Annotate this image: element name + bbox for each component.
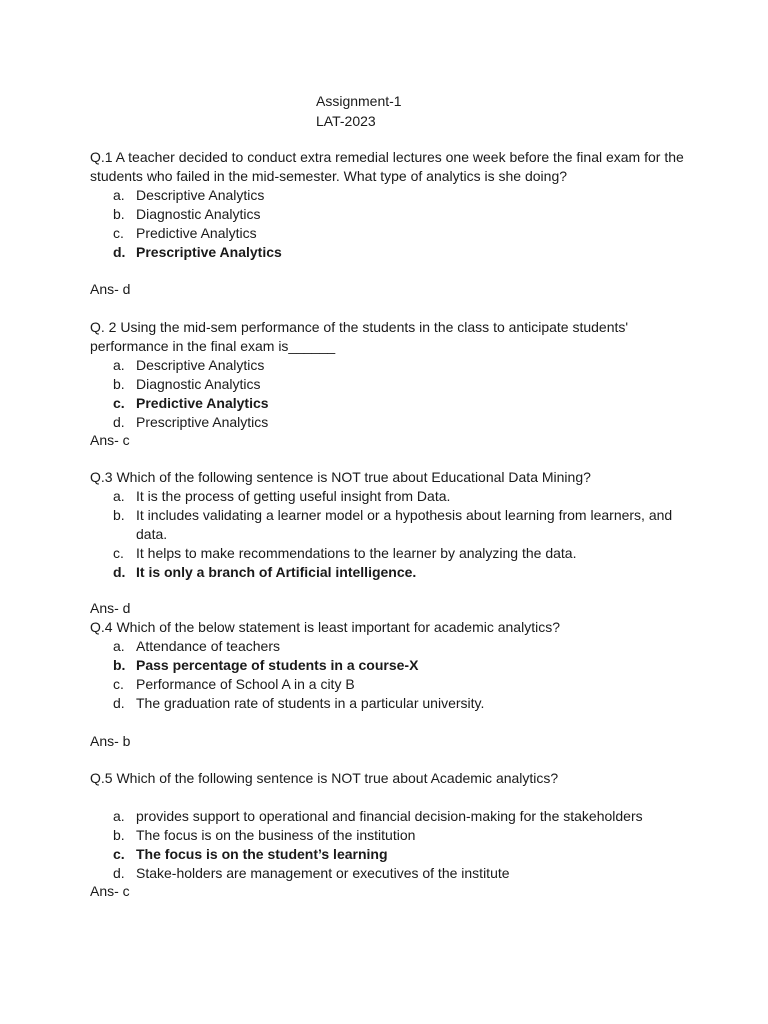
option-d-correct: d. Prescriptive Analytics xyxy=(113,244,282,260)
question-5 xyxy=(90,769,690,883)
option-a: a. Descriptive Analytics xyxy=(113,187,265,203)
option-d: d. Stake-holders are management or executives of the institute xyxy=(113,865,510,881)
option-b-correct: b. Pass percentage of students in a course-X xyxy=(113,657,419,673)
option-b: b. It includes validating a learner model or a hypothesis about learning from learners, and data. xyxy=(113,507,673,542)
answer-1: Ans- d xyxy=(90,281,131,297)
answer-2: Ans- c xyxy=(90,432,130,448)
question-4-options xyxy=(90,637,690,713)
question-4 xyxy=(90,618,690,713)
question-2 xyxy=(90,318,690,432)
option-c-correct: c. The focus is on the student’s learning xyxy=(113,846,388,862)
question-1-text: Q.1 A teacher decided to conduct extra remedial lectures one week before the final exam for the students who failed in the mid-semester. What type of analytics is she doing? xyxy=(90,149,684,184)
option-d: d. Prescriptive Analytics xyxy=(113,414,269,430)
option-b: b. Diagnostic Analytics xyxy=(113,206,261,222)
option-d-correct: d. It is only a branch of Artificial intelligence. xyxy=(113,564,417,580)
option-a: a. Attendance of teachers xyxy=(113,638,280,654)
document-header xyxy=(316,92,402,131)
question-2-text: Q. 2 Using the mid-sem performance of the students in the class to anticipate students' performance in the final exam is______ xyxy=(90,319,629,354)
option-c: c. Performance of School A in a city B xyxy=(113,676,355,692)
option-d: d. The graduation rate of students in a particular university. xyxy=(113,695,485,711)
question-3-options xyxy=(90,487,690,582)
option-c-correct: c. Predictive Analytics xyxy=(113,395,269,411)
option-c: c. Predictive Analytics xyxy=(113,225,257,241)
answer-5: Ans- c xyxy=(90,883,130,899)
option-a: a. Descriptive Analytics xyxy=(113,357,265,373)
question-3-text: Q.3 Which of the following sentence is NOT true about Educational Data Mining? xyxy=(90,469,591,485)
question-5-text: Q.5 Which of the following sentence is NOT true about Academic analytics? xyxy=(90,770,559,786)
option-c: c. It helps to make recommendations to the learner by analyzing the data. xyxy=(113,545,577,561)
answer-3: Ans- d xyxy=(90,600,131,616)
question-1-options xyxy=(90,186,690,262)
assignment-title: Assignment-1 xyxy=(316,93,402,109)
question-3 xyxy=(90,468,690,582)
question-5-options xyxy=(90,807,690,883)
question-2-options xyxy=(90,356,690,432)
option-a: a. provides support to operational and financial decision-making for the stakeholders xyxy=(113,808,643,824)
option-b: b. Diagnostic Analytics xyxy=(113,376,261,392)
assignment-subtitle: LAT-2023 xyxy=(316,112,376,129)
question-4-text: Q.4 Which of the below statement is least important for academic analytics? xyxy=(90,619,560,635)
option-b: b. The focus is on the business of the institution xyxy=(113,827,416,843)
answer-4: Ans- b xyxy=(90,733,131,749)
question-1 xyxy=(90,148,690,262)
option-a: a. It is the process of getting useful insight from Data. xyxy=(113,488,451,504)
